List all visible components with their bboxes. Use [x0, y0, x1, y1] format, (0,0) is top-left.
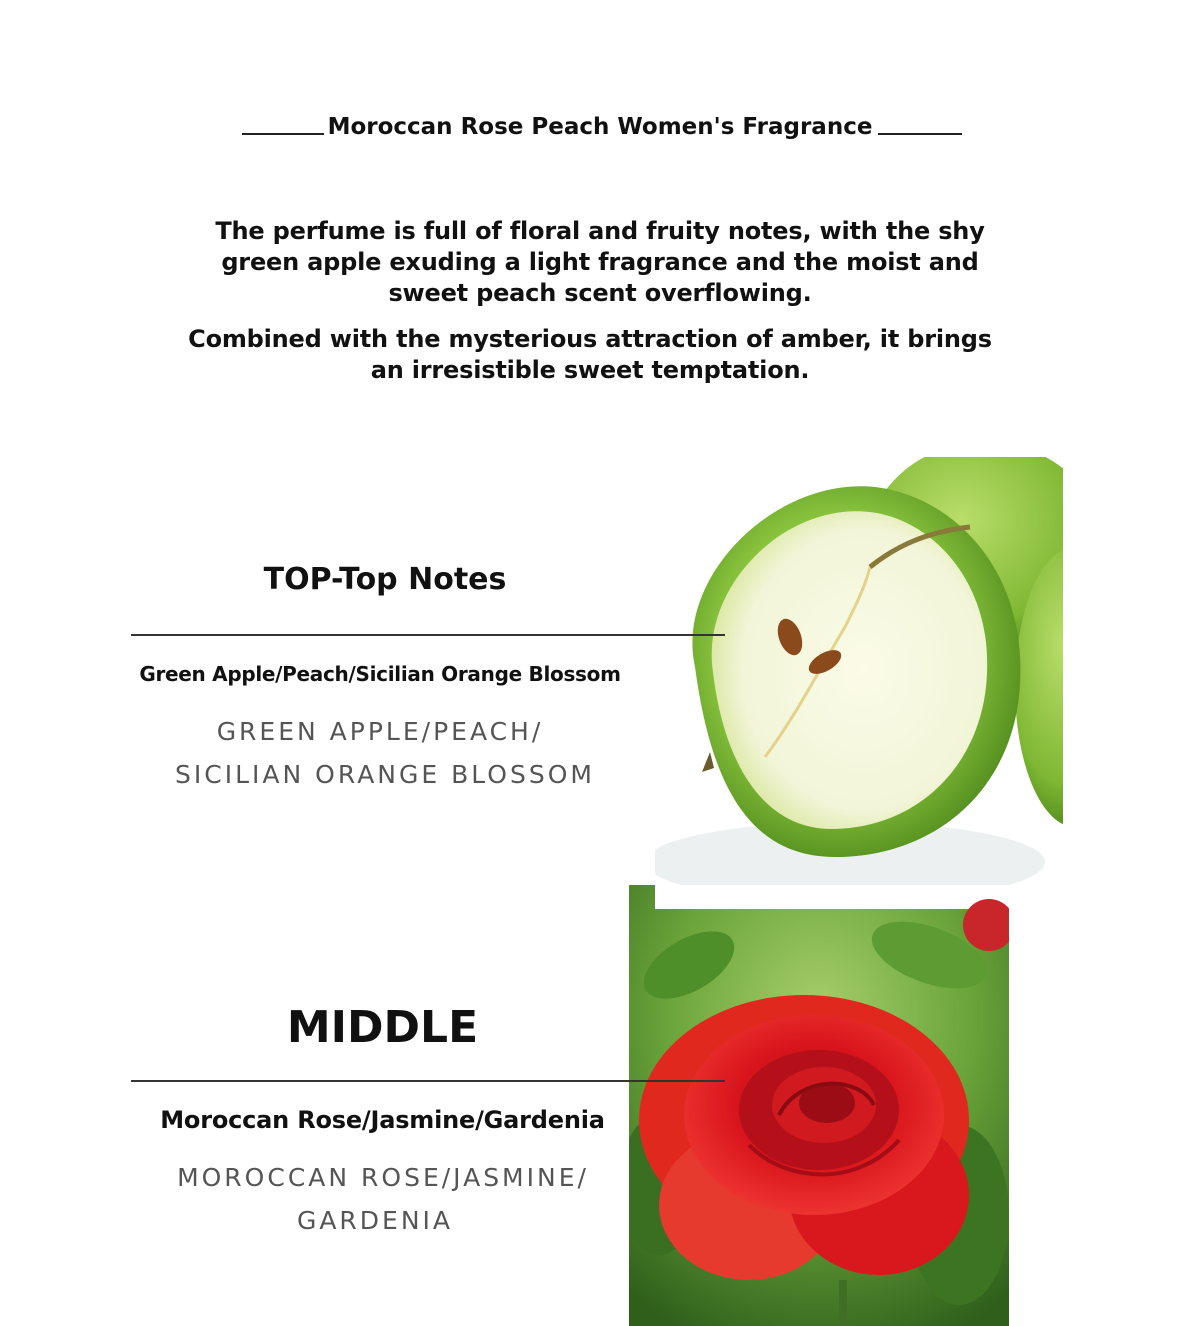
top-notes-caps-line-2: SICILIAN ORANGE BLOSSOM — [175, 760, 595, 789]
top-notes-heading: TOP-Top Notes — [263, 562, 507, 597]
red-rose-image — [629, 885, 1009, 1326]
red-rose-photo — [629, 885, 1009, 1326]
top-notes-divider — [131, 634, 725, 636]
middle-notes-caps-line-1: MOROCCAN ROSE/JASMINE/ — [177, 1163, 589, 1192]
middle-notes-subtitle: Moroccan Rose/Jasmine/Gardenia — [160, 1106, 605, 1134]
top-notes-caps-line-1: GREEN APPLE/PEACH/ — [216, 717, 544, 746]
middle-notes-divider — [131, 1080, 725, 1082]
intro-paragraph-2: Combined with the mysterious attraction of amber, it brings an irresistible sweet temptation. — [188, 325, 992, 384]
top-notes-subtitle: Green Apple/Peach/Sicilian Orange Blossom — [139, 662, 621, 686]
middle-notes-heading: MIDDLE — [286, 1002, 479, 1053]
middle-notes-caps-line-2: GARDENIA — [296, 1206, 454, 1235]
green-apple-image — [655, 457, 1063, 907]
green-apple-photo — [655, 457, 1063, 907]
page-title: Moroccan Rose Peach Women's Fragrance — [327, 114, 873, 140]
intro-paragraph-1: The perfume is full of floral and fruity notes, with the shy green apple exuding a light fragrance and the moist and sweet peach scent overflowing. — [215, 217, 985, 307]
header — [0, 112, 1200, 152]
title-right-rule — [878, 133, 962, 135]
